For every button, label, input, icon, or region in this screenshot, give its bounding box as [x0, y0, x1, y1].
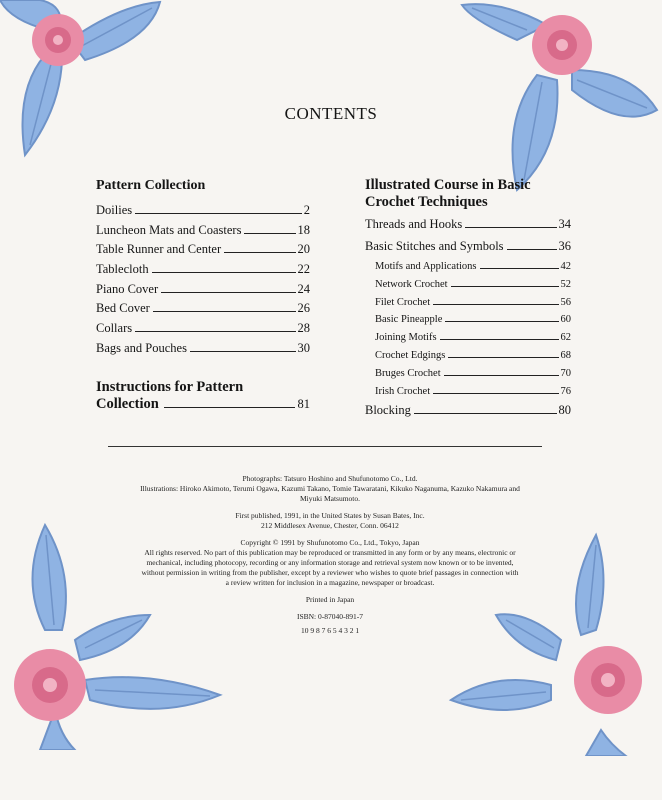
entry-label: Bags and Pouches	[96, 340, 187, 355]
entry-label: Piano Cover	[96, 281, 159, 296]
entry-page: 70	[560, 367, 571, 379]
isbn: ISBN: 0-87040-891-7	[296, 612, 364, 621]
entry-label: Joining Motifs	[375, 332, 437, 344]
toc-entry[interactable]	[96, 282, 310, 302]
leader-line	[433, 304, 558, 305]
toc-subentry[interactable]	[365, 350, 571, 368]
leader-line	[444, 375, 559, 376]
toc-subentry[interactable]	[365, 279, 571, 297]
publisher-info	[140, 511, 520, 531]
leader-line	[190, 351, 296, 352]
entry-label: Tablecloth	[96, 262, 149, 277]
toc-entry[interactable]	[96, 341, 310, 361]
entry-page: 68	[560, 349, 571, 361]
instructions-heading-line1: Instructions for Pattern	[96, 378, 244, 395]
leader-line	[161, 292, 295, 293]
entry-label: Basic Stitches and Symbols	[365, 239, 504, 253]
entry-label: Luncheon Mats and Coasters	[96, 222, 242, 237]
toc-entry[interactable]	[96, 301, 310, 321]
leader-line	[433, 393, 558, 394]
crochet-flower-leaves-top-left	[0, 0, 170, 160]
instructions-heading-block[interactable]	[96, 379, 310, 413]
entry-page: 2	[303, 203, 310, 217]
entry-page: 52	[560, 278, 571, 290]
leader-line	[451, 286, 559, 287]
publication-credits	[140, 474, 520, 643]
entry-label: Bruges Crochet	[375, 367, 441, 379]
toc-entry[interactable]	[96, 223, 310, 243]
illustrations-text: Illustrations: Hiroko Akimoto, Terumi Ogawa, Kazumi Takano, Tomie Tawaratani, Kikuko Naganuma, Kazuko Nakamura and Miyuki Matsumoto.	[140, 484, 520, 503]
entry-label: Filet Crochet	[375, 296, 431, 308]
entry-label: Bed Cover	[96, 301, 150, 316]
left-toc-column	[96, 177, 310, 413]
entry-page: 60	[560, 314, 571, 326]
leader-line	[445, 321, 558, 322]
right-toc-column	[365, 177, 571, 425]
pattern-collection-list	[96, 203, 310, 361]
entry-page: 22	[297, 262, 310, 277]
rights-text: All rights reserved. No part of this publication may be reproduced or transmitted in any form or by any means, electronic or mechanical, including photocopy, recording or any information storage and retrieval system now known or to be invented, without permission in writing from the publisher, except by a reviewer who wishes to quote brief passages in connection with a review written for inclusion in a magazine, newspaper or broadcast.	[141, 548, 519, 587]
leader-line	[152, 272, 296, 273]
entry-page: 20	[297, 242, 310, 257]
first-published-text: First published, 1991, in the United States by Susan Bates, Inc.	[235, 511, 425, 520]
heading-line1: Illustrated Course in Basic	[365, 177, 531, 193]
entry-page: 26	[297, 301, 310, 316]
entry-label: Network Crochet	[375, 278, 448, 290]
entry-label: Motifs and Applications	[375, 261, 477, 272]
leader-line	[480, 268, 559, 269]
leader-line	[135, 213, 302, 214]
copyright-block	[140, 538, 520, 588]
leader-line	[414, 413, 557, 414]
entry-page: 24	[297, 281, 310, 296]
toc-entry[interactable]	[96, 262, 310, 282]
leader-line	[465, 227, 556, 228]
photographs-text: Photographs: Tatsuro Hoshino and Shufunotomo Co., Ltd.	[242, 474, 418, 483]
toc-subentry[interactable]	[365, 297, 571, 315]
entry-label: Table Runner and Center	[96, 242, 222, 257]
toc-entry[interactable]	[365, 217, 571, 239]
leader-line	[153, 311, 296, 312]
leader-line	[448, 357, 558, 358]
entry-page: 56	[560, 296, 571, 308]
toc-subentry[interactable]	[365, 261, 571, 279]
entry-page: 30	[297, 340, 310, 355]
leader-line	[224, 252, 295, 253]
entry-page: 76	[560, 385, 571, 397]
printed-in: Printed in Japan	[305, 595, 355, 604]
entry-label: Irish Crochet	[375, 385, 431, 397]
entry-page: 42	[560, 261, 571, 272]
toc-entry[interactable]	[96, 203, 310, 223]
toc-subentry[interactable]	[365, 386, 571, 404]
entry-label: Crochet Edgings	[375, 349, 446, 361]
toc-subentry[interactable]	[365, 314, 571, 332]
leader-line	[507, 249, 557, 250]
leader-line	[164, 407, 295, 408]
divider-rule	[108, 446, 542, 447]
entry-page: 18	[297, 222, 310, 237]
toc-entry[interactable]	[365, 239, 571, 261]
entry-label: Doilies	[96, 203, 133, 217]
instructions-page: 81	[297, 396, 310, 411]
address-text: 212 Middlesex Avenue, Chester, Conn. 06412	[261, 521, 399, 530]
leader-line	[135, 331, 295, 332]
instructions-heading-line2: Collection	[96, 395, 159, 412]
crochet-flower-leaves-top-right	[432, 0, 662, 200]
entry-page: 80	[558, 403, 571, 418]
print-line: 10 9 8 7 6 5 4 3 2 1	[300, 626, 360, 635]
entry-page: 36	[558, 239, 571, 253]
leader-line	[440, 339, 559, 340]
toc-entry[interactable]	[96, 321, 310, 341]
leader-line	[244, 233, 295, 234]
photographs-credit	[140, 474, 520, 504]
toc-subentry[interactable]	[365, 368, 571, 386]
toc-subentry[interactable]	[365, 332, 571, 350]
entry-page: 34	[558, 217, 571, 231]
entry-page: 62	[560, 332, 571, 344]
entry-label: Basic Pineapple	[375, 314, 443, 326]
entry-label: Collars	[96, 321, 133, 336]
section-heading-pattern-collection: Pattern Collection	[96, 178, 206, 193]
entry-page: 28	[297, 321, 310, 336]
entry-label: Threads and Hooks	[365, 217, 463, 231]
copyright-text: Copyright © 1991 by Shufunotomo Co., Ltd., Tokyo, Japan	[240, 538, 420, 547]
entry-label: Blocking	[365, 403, 411, 418]
page-title: CONTENTS	[284, 104, 378, 123]
instructions-heading-row	[96, 396, 310, 413]
toc-entry[interactable]	[96, 242, 310, 262]
toc-entry[interactable]	[365, 403, 571, 425]
heading-line2: Crochet Techniques	[365, 194, 488, 210]
section-heading-illustrated-course	[365, 177, 571, 211]
